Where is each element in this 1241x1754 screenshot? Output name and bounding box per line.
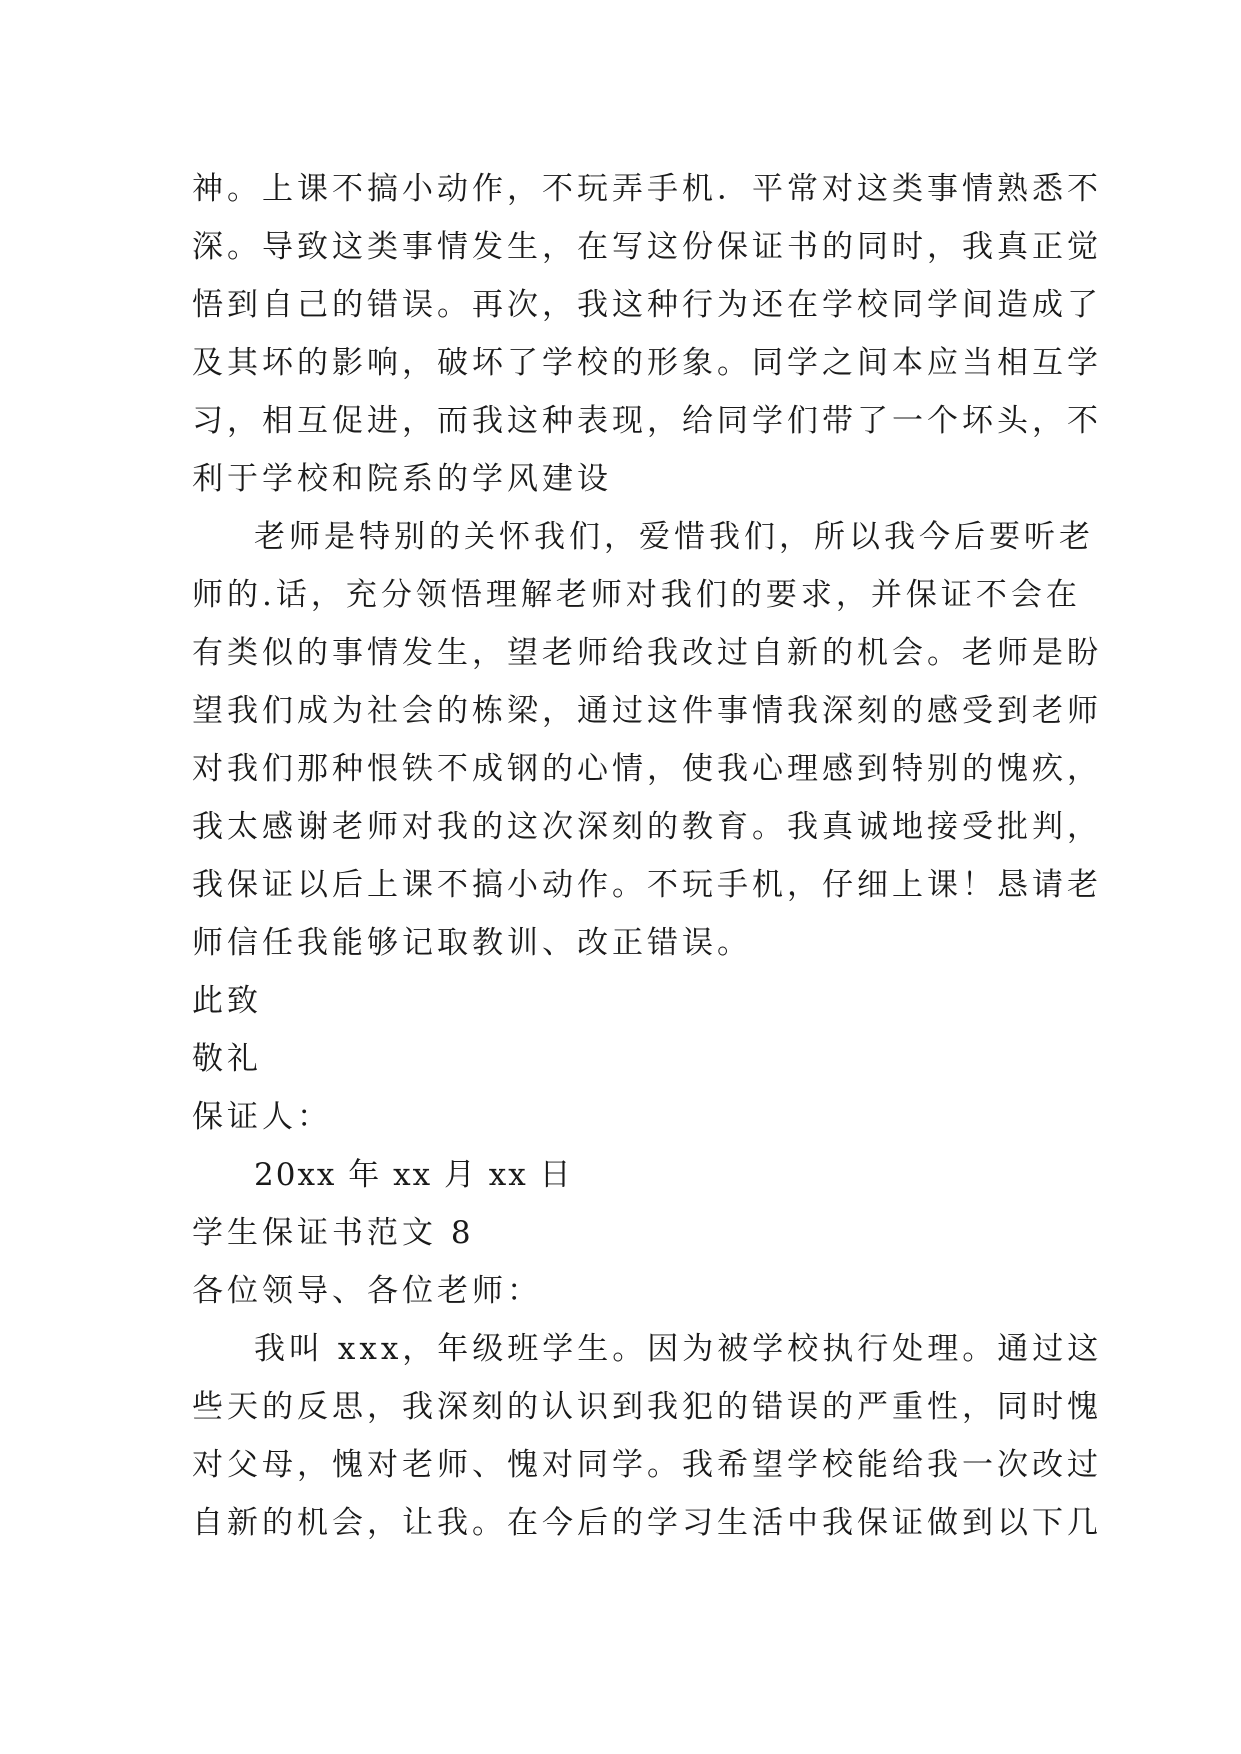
closing-line: 此致 <box>192 983 262 1019</box>
text-line: 利于学校和院系的学风建设 <box>192 461 612 497</box>
paragraph-first-line: 我叫 xxx，年级班学生。因为被学校执行处理。通过这 <box>254 1331 1103 1367</box>
text-line: 对我们那种恨铁不成钢的心情，使我心理感到特别的愧疚， <box>192 751 1102 787</box>
date-line: 20xx 年 xx 月 xx 日 <box>254 1157 573 1193</box>
section-title: 学生保证书范文 8 <box>192 1215 475 1251</box>
text-line: 自新的机会，让我。在今后的学习生活中我保证做到以下几 <box>192 1505 1102 1541</box>
guarantor-label: 保证人： <box>192 1099 332 1135</box>
text-line: 习，相互促进，而我这种表现，给同学们带了一个坏头，不 <box>192 403 1102 439</box>
text-line: 望我们成为社会的栋梁，通过这件事情我深刻的感受到老师 <box>192 693 1102 729</box>
text-line: 些天的反思，我深刻的认识到我犯的错误的严重性，同时愧 <box>192 1389 1102 1425</box>
document-body <box>192 160 1103 1552</box>
salutation: 各位领导、各位老师： <box>192 1273 542 1309</box>
paragraph-first-line: 老师是特别的关怀我们，爱惜我们，所以我今后要听老 <box>254 519 1094 555</box>
text-line: 我保证以后上课不搞小动作。不玩手机，仔细上课！恳请老 <box>192 867 1102 903</box>
text-line: 对父母，愧对老师、愧对同学。我希望学校能给我一次改过 <box>192 1447 1102 1483</box>
closing-line: 敬礼 <box>192 1041 262 1077</box>
text-line: 及其坏的影响，破坏了学校的形象。同学之间本应当相互学 <box>192 345 1102 381</box>
text-line: 神。上课不搞小动作，不玩弄手机．平常对这类事情熟悉不 <box>192 171 1102 207</box>
text-line: 有类似的事情发生，望老师给我改过自新的机会。老师是盼 <box>192 635 1102 671</box>
text-line: 悟到自己的错误。再次，我这种行为还在学校同学间造成了 <box>192 287 1102 323</box>
text-line: 师信任我能够记取教训、改正错误。 <box>192 925 752 961</box>
text-line: 我太感谢老师对我的这次深刻的教育。我真诚地接受批判， <box>192 809 1102 845</box>
text-line: 深。导致这类事情发生，在写这份保证书的同时，我真正觉 <box>192 229 1102 265</box>
text-line: 师的.话，充分领悟理解老师对我们的要求，并保证不会在 <box>192 577 1081 613</box>
